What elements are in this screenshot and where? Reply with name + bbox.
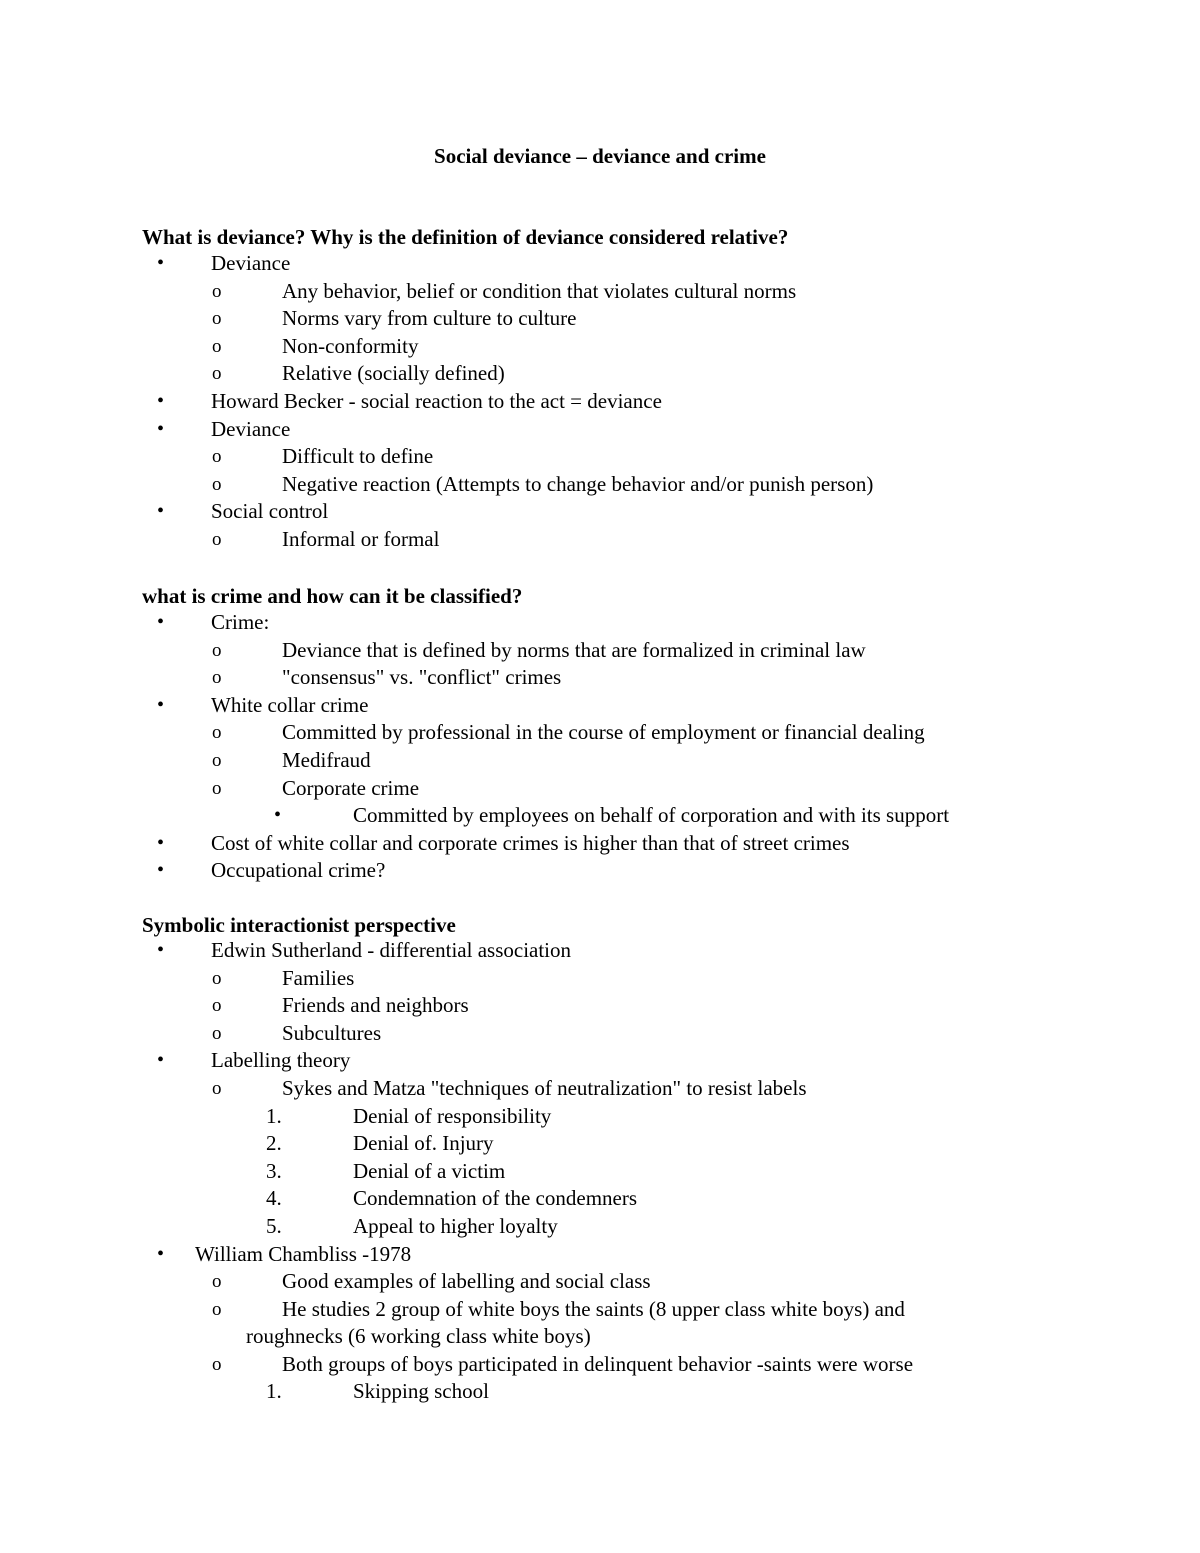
list-item-text: Denial of. Injury	[353, 1131, 494, 1156]
list-item-text-continuation: roughnecks (6 working class white boys)	[246, 1324, 591, 1349]
list-item-text: William Chambliss -1978	[195, 1241, 412, 1266]
section-heading-deviance: What is deviance? Why is the definition of deviance considered relative?	[142, 225, 789, 249]
hollow-bullet-icon: o	[212, 1298, 222, 1320]
bullet-icon: •	[157, 1049, 165, 1072]
list-item-text: Relative (socially defined)	[282, 361, 505, 386]
hollow-bullet-icon: o	[212, 995, 222, 1017]
list-item-text: Deviance that is defined by norms that are formalized in criminal law	[282, 637, 866, 662]
list-item-text: He studies 2 group of white boys the saints (8 upper class white boys) and	[282, 1296, 905, 1321]
bullet-icon: •	[274, 804, 282, 827]
list-item-text: Labelling theory	[211, 1048, 351, 1073]
list-item-text: Committed by employees on behalf of corporation and with its support	[353, 803, 950, 828]
list-item-text: Informal or formal	[282, 526, 440, 551]
section-heading-crime: what is crime and how can it be classified?	[142, 584, 523, 608]
list-number: 4.	[266, 1186, 282, 1211]
list-item-text: Social control	[211, 499, 329, 524]
list-item-text: Denial of a victim	[353, 1158, 506, 1183]
hollow-bullet-icon: o	[212, 528, 222, 550]
list-number: 2.	[266, 1131, 282, 1156]
list-item-text: Any behavior, belief or condition that violates cultural norms	[282, 278, 797, 303]
bullet-icon: •	[157, 831, 165, 854]
hollow-bullet-icon: o	[212, 1077, 222, 1099]
hollow-bullet-icon: o	[212, 1353, 222, 1375]
list-item-text: Families	[282, 965, 355, 990]
list-item-text: Edwin Sutherland - differential association	[211, 938, 572, 962]
bullet-icon: •	[157, 693, 165, 716]
list-item-text: Sykes and Matza "techniques of neutralization" to resist labels	[282, 1075, 807, 1100]
list-item-text: Non-conformity	[282, 333, 419, 358]
bullet-icon: •	[157, 252, 165, 274]
list-number: 3.	[266, 1158, 282, 1183]
bullet-icon: •	[157, 500, 165, 523]
hollow-bullet-icon: o	[212, 280, 222, 302]
list-item-text: Howard Becker - social reaction to the act = deviance	[211, 388, 662, 413]
list-item-text: Deviance	[211, 416, 291, 441]
bullet-icon: •	[157, 939, 165, 961]
hollow-bullet-icon: o	[212, 639, 222, 661]
list-item-text: Deviance	[211, 251, 291, 275]
list-item-text: Occupational crime?	[211, 858, 386, 883]
section-heading-symbolic: Symbolic interactionist perspective	[142, 913, 456, 937]
bullet-icon: •	[157, 611, 165, 633]
hollow-bullet-icon: o	[212, 667, 222, 689]
list-number: 1.	[266, 1103, 282, 1128]
list-item-text: "consensus" vs. "conflict" crimes	[282, 665, 562, 690]
list-item-text: Friends and neighbors	[282, 993, 469, 1018]
hollow-bullet-icon: o	[212, 473, 222, 495]
bullet-icon: •	[157, 859, 165, 882]
list-item-text: Norms vary from culture to culture	[282, 306, 577, 331]
hollow-bullet-icon: o	[212, 1022, 222, 1044]
list-item-text: Both groups of boys participated in delinquent behavior -saints were worse	[282, 1351, 914, 1376]
list-number: 5.	[266, 1213, 282, 1238]
bullet-icon: •	[157, 389, 165, 412]
hollow-bullet-icon: o	[212, 308, 222, 330]
list-item-text: Difficult to define	[282, 444, 434, 469]
hollow-bullet-icon: o	[212, 749, 222, 771]
list-item-text: Good examples of labelling and social class	[282, 1269, 651, 1294]
hollow-bullet-icon: o	[212, 1271, 222, 1293]
list-item-text: Condemnation of the condemners	[353, 1186, 638, 1211]
list-item-text: Negative reaction (Attempts to change behavior and/or punish person)	[282, 471, 874, 496]
list-item-text: Medifraud	[282, 747, 371, 772]
list-item-text: Denial of responsibility	[353, 1103, 552, 1128]
hollow-bullet-icon: o	[212, 335, 222, 357]
list-item-text: Skipping school	[353, 1379, 489, 1404]
list-item-text: Crime:	[211, 610, 270, 634]
list-item-text: Subcultures	[282, 1020, 382, 1045]
list-item-text: White collar crime	[211, 692, 369, 717]
hollow-bullet-icon: o	[212, 446, 222, 468]
list-item-text: Appeal to higher loyalty	[353, 1213, 558, 1238]
hollow-bullet-icon: o	[212, 777, 222, 799]
list-number: 1.	[266, 1379, 282, 1404]
hollow-bullet-icon: o	[212, 722, 222, 744]
hollow-bullet-icon: o	[212, 363, 222, 385]
list-item-text: Cost of white collar and corporate crimes is higher than that of street crimes	[211, 830, 850, 855]
hollow-bullet-icon: o	[212, 967, 222, 989]
bullet-icon: •	[157, 1242, 165, 1265]
list-item-text: Corporate crime	[282, 775, 420, 800]
bullet-icon: •	[157, 417, 165, 440]
list-item-text: Committed by professional in the course of employment or financial dealing	[282, 720, 925, 745]
document-title: Social deviance – deviance and crime	[434, 144, 766, 168]
